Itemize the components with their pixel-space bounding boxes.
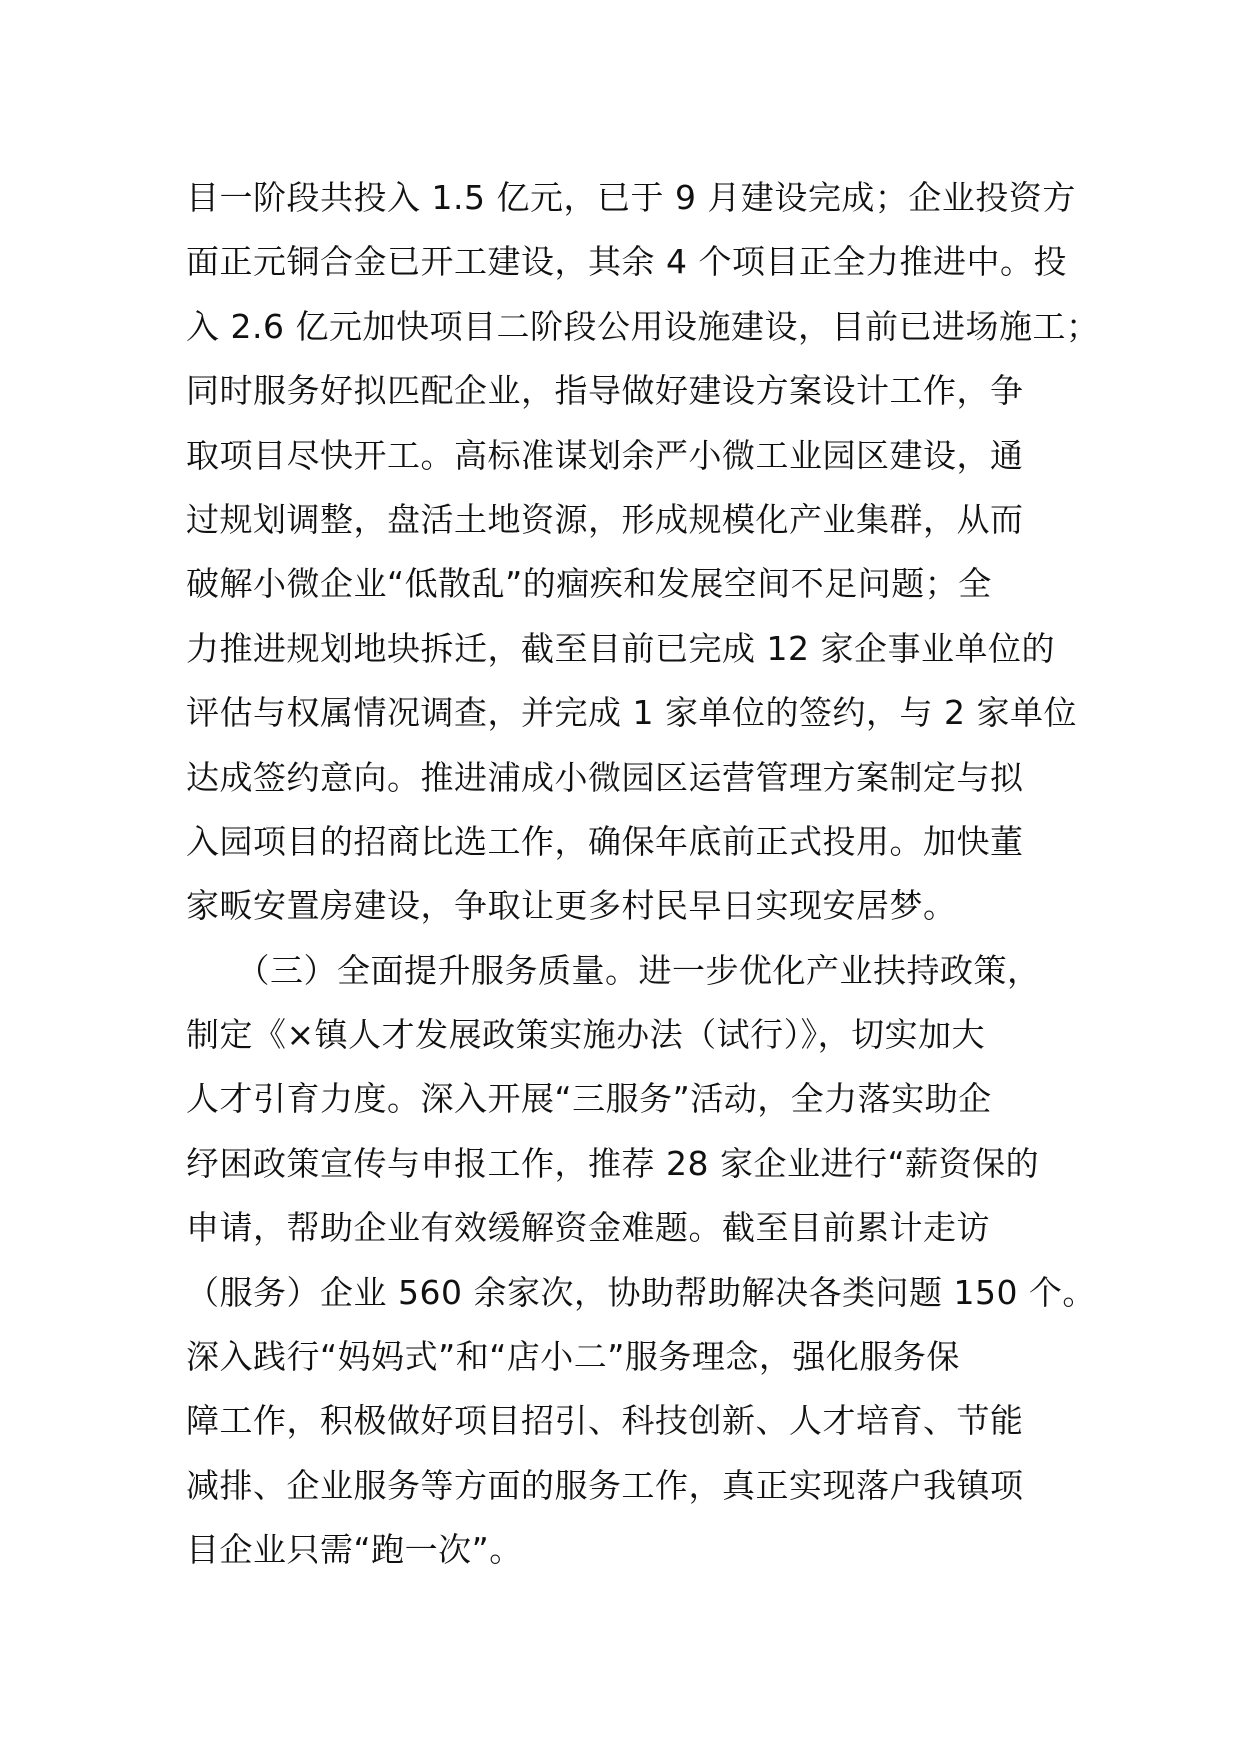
text-line: 力推进规划地块拆迁，截至目前已完成 12 家企事业单位的	[186, 628, 1055, 668]
text-line: 过规划调整，盘活土地资源，形成规模化产业集群，从而	[186, 499, 1024, 539]
section-heading-line: （三）全面提升服务质量。进一步优化产业扶持政策，	[186, 950, 1041, 990]
text-line: （服务）企业 560 余家次，协助帮助解决各类问题 150 个。	[186, 1272, 1096, 1312]
text-line: 评估与权属情况调查，并完成 1 家单位的签约，与 2 家单位	[186, 693, 1077, 733]
text-line: 家畈安置房建设，争取让更多村民早日实现安居梦。	[186, 886, 957, 926]
text-line: 入 2.6 亿元加快项目二阶段公用设施建设，目前已进场施工；	[186, 306, 1100, 346]
text-line: 达成签约意向。推进浦成小微园区运营管理方案制定与拟	[186, 757, 1024, 797]
text-line: 入园项目的招商比选工作，确保年底前正式投用。加快董	[186, 821, 1024, 861]
text-line: 人才引育力度。深入开展“三服务”活动，全力落实助企	[186, 1079, 992, 1119]
text-line: 同时服务好拟匹配企业，指导做好建设方案设计工作，争	[186, 371, 1024, 411]
text-line: 深入践行“妈妈式”和“店小二”服务理念，强化服务保	[186, 1337, 960, 1377]
text-line: 目一阶段共投入 1.5 亿元，已于 9 月建设完成；企业投资方	[186, 178, 1076, 217]
body-text	[186, 166, 1100, 1583]
text-line: 取项目尽快开工。高标准谋划余严小微工业园区建设，通	[186, 435, 1024, 475]
text-line: 障工作，积极做好项目招引、科技创新、人才培育、节能	[186, 1401, 1024, 1441]
text-line: 目企业只需“跑一次”。	[186, 1530, 523, 1570]
text-line: 破解小微企业“低散乱”的痼疾和发展空间不足问题；全	[186, 564, 992, 604]
text-line: 制定《×镇人才发展政策实施办法（试行）》，切实加大	[186, 1015, 986, 1055]
text-line: 面正元铜合金已开工建设，其余 4 个项目正全力推进中。投	[186, 242, 1067, 282]
text-line: 减排、企业服务等方面的服务工作，真正实现落户我镇项	[186, 1465, 1024, 1505]
text-line: 申请，帮助企业有效缓解资金难题。截至目前累计走访	[186, 1208, 990, 1248]
text-line: 纾困政策宣传与申报工作，推荐 28 家企业进行“薪资保的	[186, 1143, 1040, 1183]
